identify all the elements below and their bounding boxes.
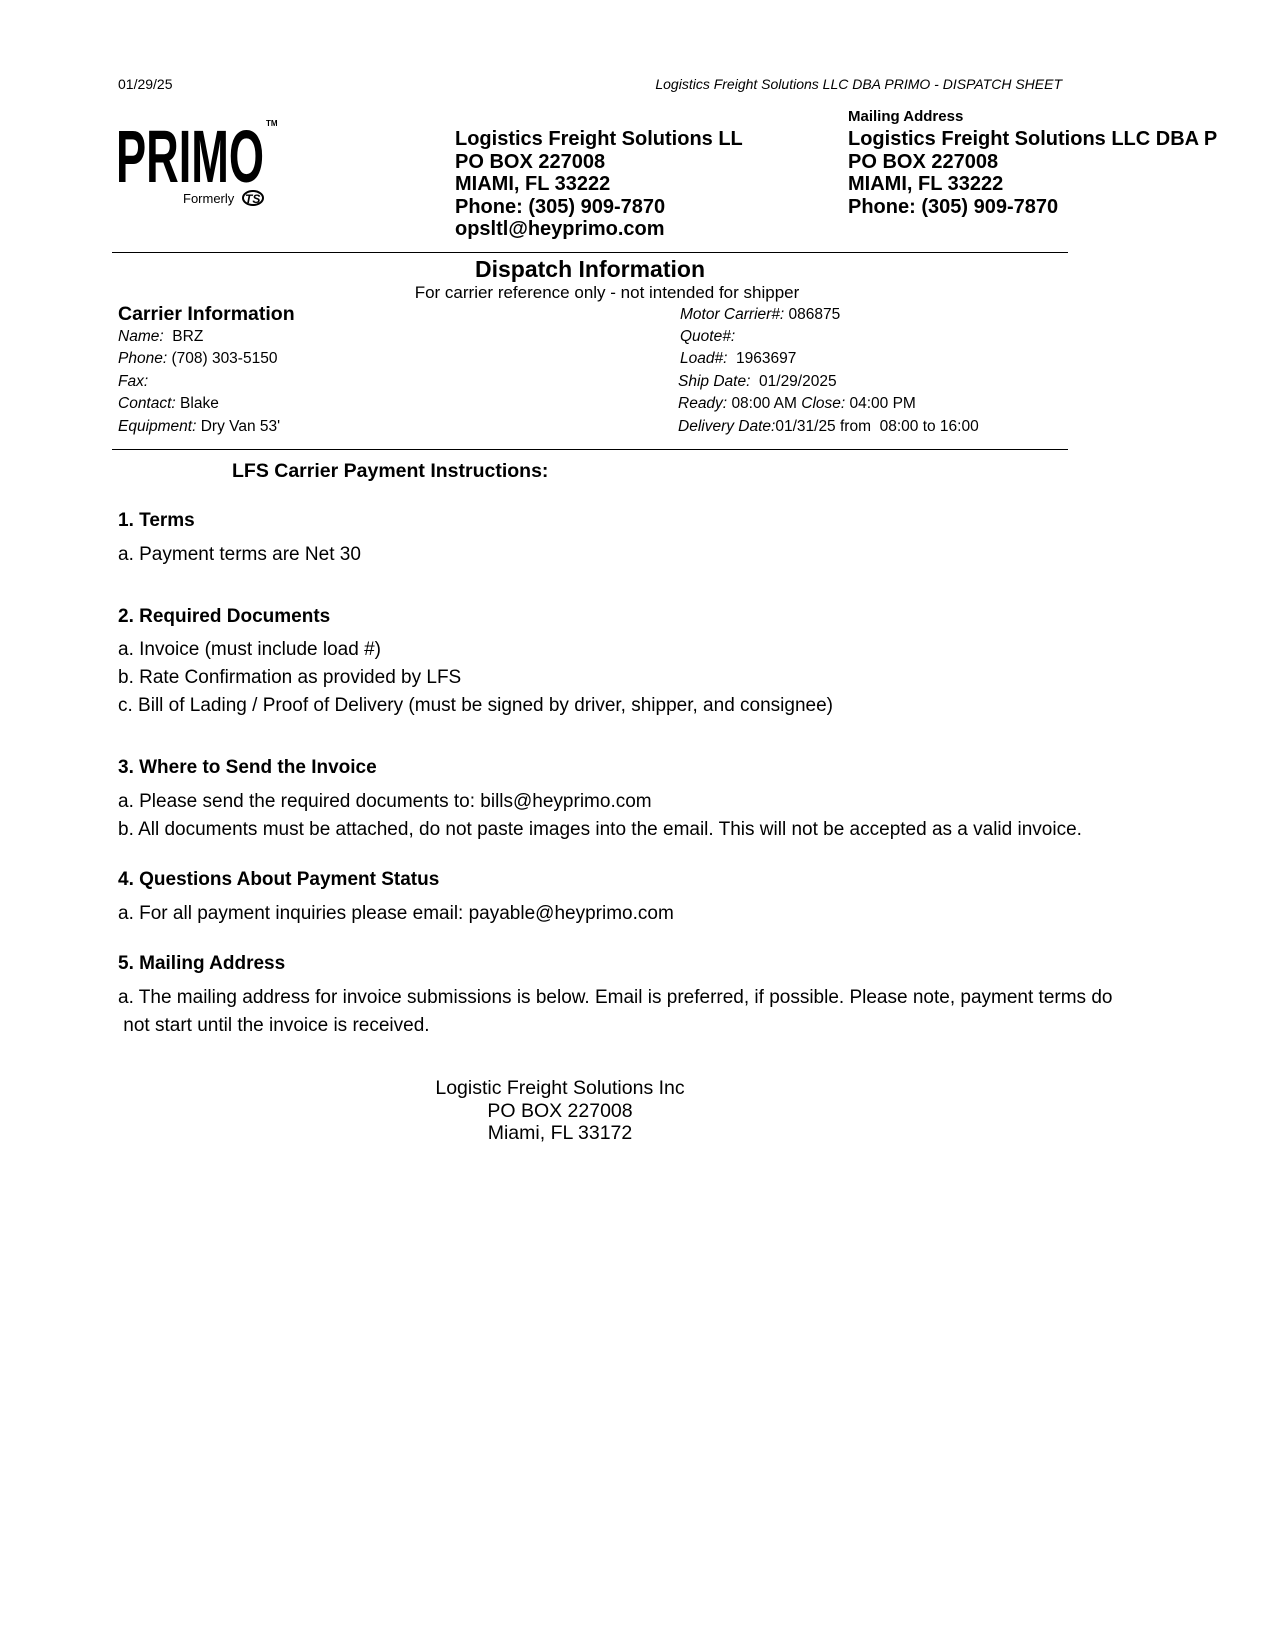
remit-name: Logistic Freight Solutions Inc: [435, 1077, 685, 1099]
section-send-invoice-line-a: a. Please send the required documents to: bills@heyprimo.com: [118, 791, 652, 812]
logo-trademark: TM: [266, 119, 278, 128]
carrier-phone-row: [118, 350, 277, 368]
close-time: 04:00 PM: [849, 395, 916, 412]
primo-logo: [116, 118, 286, 213]
delivery-window: 01/31/25 from 08:00 to 16:00: [775, 418, 979, 435]
mailing-address-label: Mailing Address: [848, 108, 964, 125]
section-documents-title: 2. Required Documents: [118, 606, 331, 627]
former-brand-mark: TS: [245, 192, 261, 206]
carrier-name-row: [118, 328, 203, 346]
section-terms-title: 1. Terms: [118, 510, 195, 531]
carrier-heading: Carrier Information: [118, 303, 295, 325]
mailing-phone: Phone: (305) 909-7870: [848, 195, 1059, 218]
mailing-name: Logistics Freight Solutions LLC DBA P: [848, 128, 1218, 150]
ready-label: Ready:: [678, 395, 728, 412]
section-documents-line-c: c. Bill of Lading / Proof of Delivery (must be signed by driver, shipper, and consignee): [118, 695, 833, 716]
motor-carrier-row: [680, 306, 840, 324]
logo-formerly: Formerly: [183, 191, 235, 206]
carrier-contact-label: Contact:: [118, 395, 176, 412]
carrier-phone: (708) 303-5150: [171, 350, 278, 367]
carrier-name-label: Name:: [118, 328, 164, 345]
ready-close-row: [678, 395, 916, 413]
section-send-invoice-title: 3. Where to Send the Invoice: [118, 757, 377, 778]
divider-top: [112, 252, 1068, 253]
delivery-row: [678, 418, 979, 436]
remit-address: [400, 1077, 720, 1145]
carrier-fax-row: [118, 373, 148, 391]
company-po-box: PO BOX 227008: [455, 150, 606, 173]
carrier-equipment-row: [118, 418, 280, 436]
motor-carrier-label: Motor Carrier#:: [680, 306, 785, 323]
company-address: [455, 128, 743, 241]
section-mailing-line-b: not start until the invoice is received.: [118, 1015, 430, 1036]
former-brand-icon: [243, 191, 263, 206]
load-number: 1963697: [736, 350, 797, 367]
carrier-contact: Blake: [180, 395, 219, 412]
section-terms-line-a: a. Payment terms are Net 30: [118, 544, 361, 565]
divider-bottom: [112, 449, 1068, 450]
mailing-po-box: PO BOX 227008: [848, 150, 999, 173]
delivery-label: Delivery Date:: [678, 418, 776, 435]
carrier-contact-row: [118, 395, 219, 413]
dispatch-subtitle: For carrier reference only - not intended for shipper: [414, 283, 800, 302]
carrier-equipment-label: Equipment:: [118, 418, 197, 435]
company-email: opsltl@heyprimo.com: [455, 218, 665, 240]
motor-carrier-number: 086875: [788, 306, 841, 323]
mailing-address: [848, 128, 1275, 218]
carrier-name: BRZ: [172, 328, 204, 345]
carrier-equipment: Dry Van 53': [200, 418, 281, 435]
section-documents-line-b: b. Rate Confirmation as provided by LFS: [118, 667, 462, 688]
close-label: Close:: [801, 395, 846, 412]
remit-po-box: PO BOX 227008: [487, 1099, 633, 1122]
load-label: Load#:: [680, 350, 728, 367]
logo-wordmark: PRIMO: [116, 118, 264, 198]
load-row: [680, 350, 796, 368]
section-mailing-title: 5. Mailing Address: [118, 953, 286, 974]
ship-date-label: Ship Date:: [678, 373, 751, 390]
quote-label: Quote#:: [680, 328, 736, 345]
mailing-city: MIAMI, FL 33222: [848, 173, 1004, 195]
dispatch-title: Dispatch Information: [474, 256, 705, 282]
section-payment-status-line-a: a. For all payment inquiries please email: payable@heyprimo.com: [118, 903, 674, 924]
section-send-invoice-line-b: b. All documents must be attached, do not paste images into the email. This will not be accepted as a valid invoice.: [118, 819, 1082, 840]
company-city: MIAMI, FL 33222: [455, 173, 611, 195]
company-name: Logistics Freight Solutions LL: [455, 128, 743, 150]
ship-date: 01/29/2025: [759, 373, 837, 390]
ship-date-row: [678, 373, 837, 391]
primo-logo-icon: [116, 118, 286, 213]
section-documents-line-a: a. Invoice (must include load #): [118, 639, 381, 660]
company-phone: Phone: (305) 909-7870: [455, 195, 666, 218]
section-mailing-line-a: a. The mailing address for invoice submissions is below. Email is preferred, if possible. Please note, payment terms do: [118, 987, 1113, 1008]
carrier-fax-label: Fax:: [118, 373, 149, 390]
document-title: Logistics Freight Solutions LLC DBA PRIMO - DISPATCH SHEET: [655, 76, 1062, 92]
ready-time: 08:00 AM: [731, 395, 797, 412]
remit-city: Miami, FL 33172: [487, 1122, 633, 1144]
print-date: 01/29/25: [118, 76, 173, 92]
carrier-phone-label: Phone:: [118, 350, 168, 367]
payment-instructions-heading: LFS Carrier Payment Instructions:: [232, 460, 549, 482]
section-payment-status-title: 4. Questions About Payment Status: [118, 869, 440, 890]
quote-row: [680, 328, 735, 346]
